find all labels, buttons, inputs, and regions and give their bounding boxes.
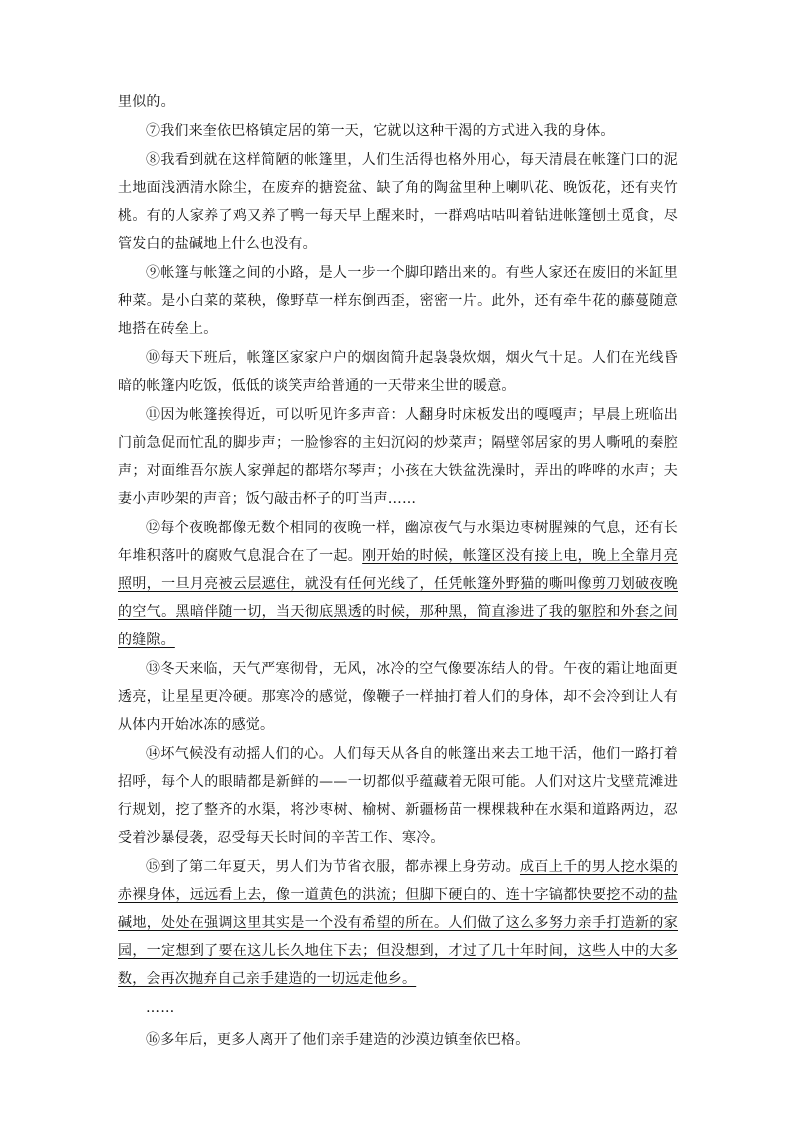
paragraph-continued bbox=[118, 88, 678, 116]
paragraph-11 bbox=[118, 401, 678, 513]
paragraph-text: ⑬冬天来临，天气严寒彻骨，无风，冰冷的空气像要冻结人的骨。午夜的霜让地面更透亮，让星星更冷硬。那寒冷的感觉，像鞭子一样抽打着人们的身体，却不会冷到让人有从体内开始冰冻的感觉。 bbox=[118, 661, 678, 733]
paragraph-10 bbox=[118, 344, 678, 400]
paragraph-text: ⑨帐篷与帐篷之间的小路，是人一步一个脚印踏出来的。有些人家还在废旧的米缸里种菜。是小白菜的菜秧，像野草一样东倒西歪，密密一片。此外，还有牵牛花的藤蔓随意地搭在砖垒上。 bbox=[118, 265, 678, 337]
ellipsis-text: …… bbox=[146, 1000, 175, 1016]
omission-ellipsis bbox=[118, 994, 678, 1022]
paragraph-text: 里似的。 bbox=[118, 94, 175, 110]
underlined-sentence: 刚开始的时候，帐篷区没有接上电，晚上全靠月亮照明，一旦月亮被云层遮住，就没有任何光线了，任凭帐篷外野猫的嘶叫像剪刀划破夜晚的空气。黑暗伴随一切，当天彻底黑透的时候，那种黑，简直渗进了我的躯腔和外套之间的缝隙。 bbox=[118, 548, 678, 648]
paragraph-15 bbox=[118, 853, 678, 993]
paragraph-14 bbox=[118, 740, 678, 852]
paragraph-8 bbox=[118, 146, 678, 258]
paragraph-16 bbox=[118, 1026, 678, 1054]
paragraph-text: ⑮到了第二年夏天，男人们为节省衣服，都赤裸上身劳动。 bbox=[146, 859, 520, 875]
paragraph-text: ⑧我看到就在这样简陋的帐篷里，人们生活得也格外用心，每天清晨在帐篷门口的泥土地面浅洒清水除尘，在废弃的搪瓷盆、缺了角的陶盆里种上喇叭花、晚饭花，还有夹竹桃。有的人家养了鸡又养了鸭一每天早上醒来时，一群鸡咕咕叫着钻进帐篷刨土觅食，尽管发白的盐碱地上什么也没有。 bbox=[118, 152, 678, 252]
paragraph-text: ⑩每天下班后，帐篷区家家户户的烟囱简升起袅袅炊烟，烟火气十足。人们在光线昏暗的帐篷内吃饭，低低的谈笑声给普通的一天带来尘世的暖意。 bbox=[118, 350, 678, 394]
paragraph-text: ⑭坏气候没有动摇人们的心。人们每天从各自的帐篷出来去工地干活，他们一路打着招呼，每个人的眼睛都是新鲜的——一切都似乎蕴藏着无限可能。人们对这片戈壁荒滩进行规划，挖了整齐的水渠，将沙枣树、榆树、新疆杨苗一棵棵栽种在水渠和道路两边，忍受着沙暴侵袭，忍受每天长时间的辛苦工作、寒冷。 bbox=[118, 746, 678, 846]
paragraph-9 bbox=[118, 259, 678, 343]
paragraph-text: ⑫每个夜晚都像无数个相同的夜晚一样，幽凉夜气与水渠边枣树腥辣的气息，还有长年堆积落叶的腐败气息混合在了一起。 bbox=[118, 520, 678, 564]
paragraph-12 bbox=[118, 514, 678, 654]
paragraph-text: ⑪因为帐篷挨得近，可以听见许多声音：人翻身时床板发出的嘎嘎声；早晨上班临出门前急促而忙乱的脚步声；一脸惨容的主妇沉闷的炒菜声；隔壁邻居家的男人嘶吼的秦腔声；对面维吾尔族人家弹起的都塔尔琴声；小孩在大铁盆洗澡时，弄出的哗哗的水声；夫妻小声吵架的声音；饭勺敲击杯子的叮当声…… bbox=[118, 407, 678, 507]
underlined-sentence: 成百上千的男人挖水渠的赤裸身体，远远看上去，像一道黄色的洪流；但脚下硬白的、连十字镐都快要挖不动的盐碱地，处处在强调这里其实是一个没有希望的所在。人们做了这么多努力亲手打造新的家园，一定想到了要在这儿长久地住下去；但没想到，才过了几十年时间，这些人中的大多数，会再次抛弃自己亲手建造的一切远走他乡。 bbox=[118, 859, 678, 987]
paragraph-13 bbox=[118, 655, 678, 739]
document-page bbox=[118, 88, 678, 1055]
paragraph-text: ⑦我们来奎依巴格镇定居的第一天，它就以这种干渴的方式进入我的身体。 bbox=[146, 123, 615, 139]
paragraph-7 bbox=[118, 117, 678, 145]
paragraph-text: ⑯多年后，更多人离开了他们亲手建造的沙漠边镇奎依巴格。 bbox=[146, 1032, 530, 1048]
